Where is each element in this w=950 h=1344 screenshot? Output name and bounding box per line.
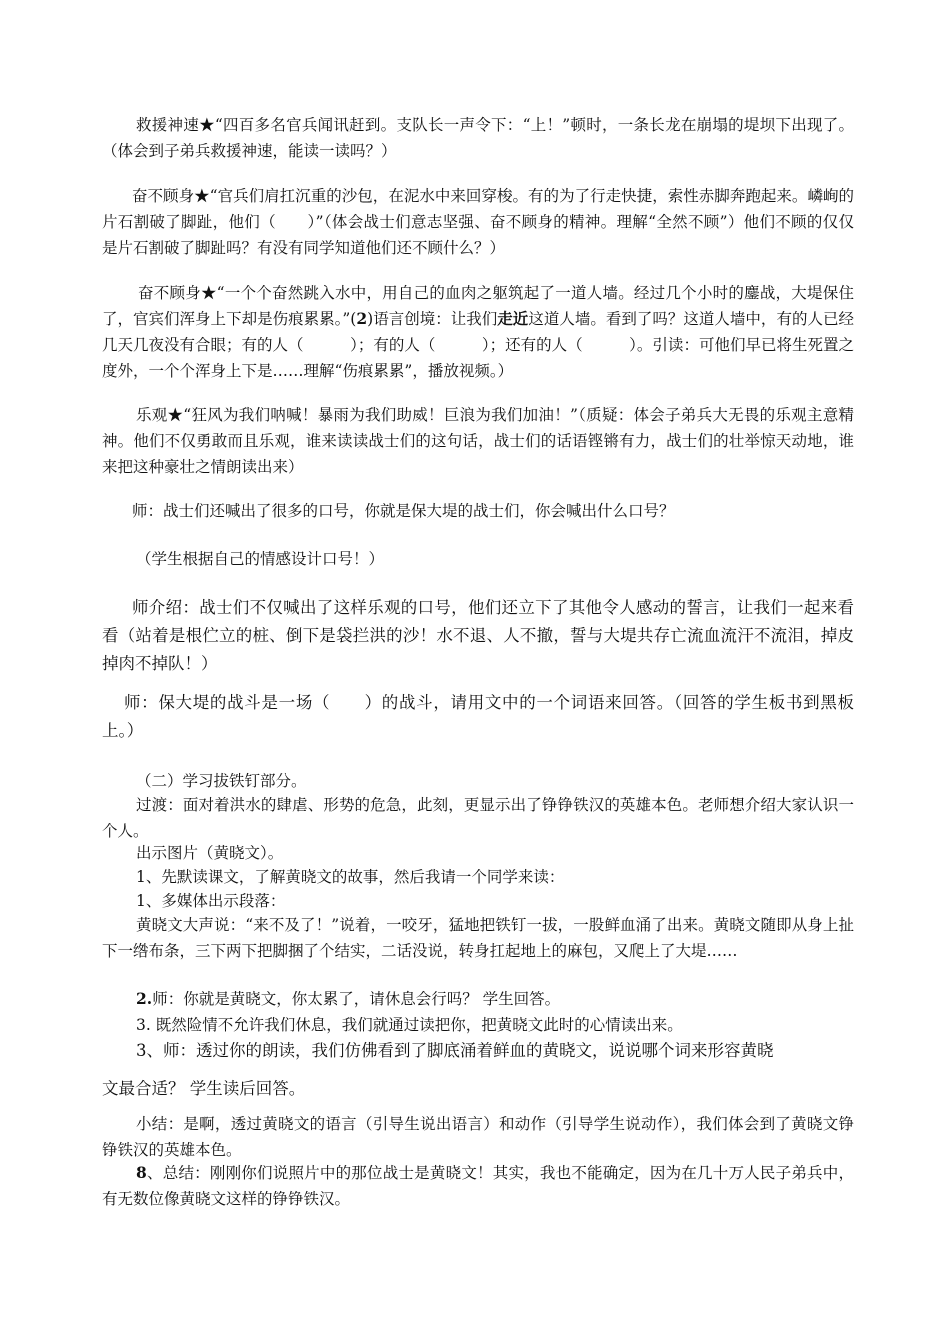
line-teacher-question: 2.师：你就是黄晓文，你太累了，请休息会行吗？ 学生回答。	[136, 989, 561, 1008]
line-multimedia: 1、多媒体出示段落：	[136, 892, 286, 910]
line-student-answer: 文最合适？ 学生读后回答。	[102, 1079, 306, 1098]
paragraph-oath: 师介绍：战士们不仅喊出了这样乐观的口号，他们还立下了其他令人感动的誓言，让我们一起来看看（站着是根伫立的桩、倒下是袋拦洪的沙！水不退、人不撤，誓与大堤共存亡流血流汗不流泪，掉皮掉肉不掉队！）	[102, 598, 854, 673]
paragraph-optimism: 乐观★“狂风为我们呐喊！暴雨为我们助威！巨浪为我们加油！”（质疑：体会子弟兵大无畏的乐观主意精神。他们不仅勇敢而且乐观，谁来读读战士们的这句话，战士们的话语铿锵有力，战士们的壮举惊天动地，谁来把这种豪壮之情朗读出来）	[102, 406, 854, 476]
paragraph-summary: 小结：是啊，透过黄晓文的语言（引导生说出语言）和动作（引导学生说动作），我们体会到了黄晓文铮铮铁汉的英雄本色。	[102, 1115, 854, 1159]
paragraph-selfless-2: 奋不顾身★“一个个奋然跳入水中，用自己的血肉之躯筑起了一道人墙。经过几个小时的鏖战，大堤保住了，官宾们浑身上下却是伤痕累累。”(2)语言创境：让我们走近这道人墙。看到了吗？这道人墙中，有的人已经几天几夜没有合眼；有的人（ ）；有的人（ ）；还有的人（ ）。引读：可他们早已将生死置之度外，一个个浑身上下是……理解“伤痕累累”，播放视频。）	[102, 284, 854, 380]
paragraph-slogan-question: 师：战士们还喊出了很多的口号，你就是保大堤的战士们，你会喊出什么口号？	[132, 502, 675, 520]
paragraph-slogan-note: （学生根据自己的情感设计口号！）	[136, 550, 385, 568]
paragraph-rescue-speed: 救援神速★“四百多名官兵闻讯赶到。支队长一声令下：“上！”顿时，一条长龙在崩塌的堤坝下出现了。（体会到子弟兵救援神速，能读一读吗？）	[102, 116, 854, 160]
paragraph-battle-question: 师：保大堤的战斗是一场（ ）的战斗，请用文中的一个词语来回答。（回答的学生板书到黑板上。）	[102, 693, 854, 740]
line-step-silent-read: 1、先默读课文，了解黄晓文的故事，然后我请一个同学来读：	[136, 868, 565, 886]
line-describe-word: 3、师：透过你的朗读，我们仿佛看到了脚底涌着鲜血的黄晓文，说说哪个词来形容黄晓	[136, 1041, 774, 1060]
line-read-feelings: 3. 既然险情不允许我们休息，我们就通过读把你，把黄晓文此时的心情读出来。	[136, 1016, 683, 1034]
paragraph-selfless-1: 奋不顾身★“官兵们肩扛沉重的沙包，在泥水中来回穿梭。有的为了行走快捷，索性赤脚奔跑起来。嶙峋的片石割破了脚趾，他们（ ）”（体会战士们意志坚强、奋不顾身的精神。理解“全然不顾”）他们不顾的仅仅是片石割破了脚趾吗？有没有同学知道他们还不顾什么？）	[102, 187, 854, 257]
paragraph-transition: 过渡：面对着洪水的肆虐、形势的危急，此刻，更显示出了铮铮铁汉的英雄本色。老师想介绍大家认识一个人。	[102, 796, 854, 840]
paragraph-huang-story: 黄晓文大声说：“来不及了！”说着，一咬牙，猛地把铁钉一拔，一股鲜血涌了出来。黄晓文随即从身上扯下一绺布条，三下两下把脚捆了个结实，二话没说，转身扛起地上的麻包，又爬上了大堤……	[102, 916, 854, 960]
paragraph-conclusion: 8、总结：刚刚你们说照片中的那位战士是黄晓文！其实，我也不能确定，因为在几十万人民子弟兵中，有无数位像黄晓文这样的铮铮铁汉。	[102, 1163, 854, 1208]
section-heading: （二）学习拔铁钉部分。	[136, 772, 307, 790]
line-show-picture: 出示图片（黄晓文）。	[136, 844, 284, 862]
